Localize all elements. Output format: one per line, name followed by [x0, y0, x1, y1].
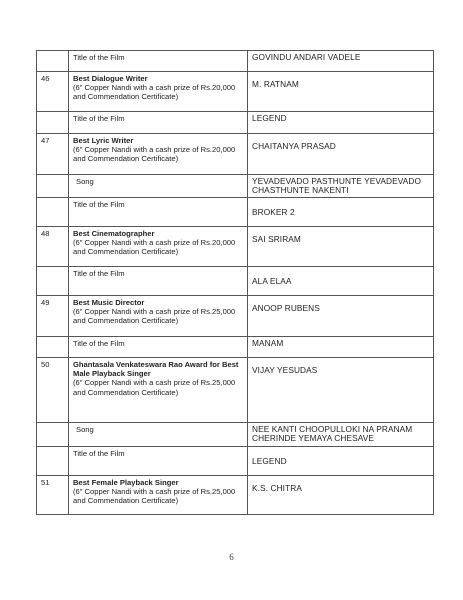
table-row — [37, 227, 434, 267]
table-row — [37, 447, 434, 476]
award-description: (6" Copper Nandi with a cash prize of Rs.25,000 and Commendation Certificate) — [73, 487, 236, 506]
winner-name: MANAM — [252, 338, 284, 348]
winner-cell — [248, 447, 434, 476]
detail-label: Song — [76, 425, 94, 434]
winner-cell — [248, 337, 434, 358]
award-number-cell — [37, 112, 69, 134]
award-number-cell — [37, 267, 69, 296]
winner-name: GOVINDU ANDARI VADELE — [252, 52, 361, 62]
award-number-cell — [37, 198, 69, 227]
winner-cell — [248, 51, 434, 72]
winner-name: CHAITANYA PRASAD — [252, 141, 336, 151]
detail-label-cell — [69, 198, 248, 227]
winner-name: K.S. CHITRA — [252, 483, 302, 493]
award-description: (6" Copper Nandi with a cash prize of Rs.25,000 and Commendation Certificate) — [73, 378, 236, 397]
award-number-cell — [37, 337, 69, 358]
table-row — [37, 72, 434, 112]
award-description: (6" Copper Nandi with a cash prize of Rs.20,000 and Commendation Certificate) — [73, 238, 236, 257]
table-row — [37, 296, 434, 337]
detail-label-cell — [69, 337, 248, 358]
detail-label-cell — [69, 267, 248, 296]
table-row — [37, 358, 434, 423]
award-number-cell — [37, 175, 69, 198]
table-row — [37, 175, 434, 198]
detail-label-cell — [69, 175, 248, 198]
detail-label: Title of the Film — [73, 339, 125, 348]
winner-name: M. RATNAM — [252, 79, 299, 89]
winner-cell — [248, 476, 434, 515]
detail-label: Title of the Film — [73, 269, 125, 278]
winner-name: SAI SRIRAM — [252, 234, 301, 244]
award-number-cell: 46 — [37, 72, 69, 112]
award-number-cell: 47 — [37, 134, 69, 175]
award-title: Best Dialogue Writer — [73, 74, 148, 83]
winner-cell — [248, 134, 434, 175]
award-title: Best Lyric Writer — [73, 136, 134, 145]
award-category-cell — [69, 227, 248, 267]
award-description: (6" Copper Nandi with a cash prize of Rs.20,000 and Commendation Certificate) — [73, 83, 236, 102]
detail-label-cell — [69, 423, 248, 447]
awards-table-body — [37, 51, 434, 515]
award-category-cell — [69, 134, 248, 175]
detail-label: Title of the Film — [73, 53, 125, 62]
winner-cell — [248, 227, 434, 267]
award-description: (6" Copper Nandi with a cash prize of Rs.25,000 and Commendation Certificate) — [73, 307, 236, 326]
winner-cell — [248, 358, 434, 423]
award-number-cell: 49 — [37, 296, 69, 337]
award-category-cell — [69, 72, 248, 112]
detail-label-cell — [69, 447, 248, 476]
detail-label: Title of the Film — [73, 449, 125, 458]
winner-cell — [248, 423, 434, 447]
winner-cell — [248, 296, 434, 337]
table-row — [37, 476, 434, 515]
award-number-cell: 50 — [37, 358, 69, 423]
award-number-cell — [37, 51, 69, 72]
table-row — [37, 112, 434, 134]
award-number-cell: 48 — [37, 227, 69, 267]
winner-name: LEGEND — [252, 113, 287, 123]
table-row — [37, 51, 434, 72]
winner-cell — [248, 175, 434, 198]
table-row — [37, 423, 434, 447]
award-number-cell — [37, 447, 69, 476]
detail-label-cell — [69, 51, 248, 72]
award-title: Best Cinematographer — [73, 229, 155, 238]
table-row — [37, 337, 434, 358]
table-row — [37, 198, 434, 227]
winner-name: BROKER 2 — [252, 207, 295, 217]
award-title: Best Music Director — [73, 298, 145, 307]
award-title: Ghantasala Venkateswara Rao Award for Best Male Playback Singer — [73, 360, 239, 379]
detail-label: Song — [76, 177, 94, 186]
award-category-cell — [69, 476, 248, 515]
winner-name: YEVADEVADO PASTHUNTE YEVADEVADO CHASTHUNTE NAKENTI — [252, 176, 422, 196]
winner-name: LEGEND — [252, 456, 287, 466]
page-number: 6 — [229, 552, 234, 562]
award-number-cell — [37, 423, 69, 447]
table-row — [37, 134, 434, 175]
detail-label-cell — [69, 112, 248, 134]
award-category-cell — [69, 296, 248, 337]
winner-cell — [248, 112, 434, 134]
award-description: (6" Copper Nandi with a cash prize of Rs.20,000 and Commendation Certificate) — [73, 145, 236, 164]
winner-name: VIJAY YESUDAS — [252, 365, 318, 375]
award-title: Best Female Playback Singer — [73, 478, 179, 487]
award-number-cell: 51 — [37, 476, 69, 515]
table-row — [37, 267, 434, 296]
detail-label: Title of the Film — [73, 200, 125, 209]
winner-cell — [248, 72, 434, 112]
awards-table — [36, 50, 434, 515]
winner-cell — [248, 267, 434, 296]
detail-label: Title of the Film — [73, 114, 125, 123]
winner-name: ANOOP RUBENS — [252, 303, 320, 313]
winner-name: ALA ELAA — [252, 276, 292, 286]
award-category-cell — [69, 358, 248, 423]
winner-name: NEE KANTI CHOOPULLOKI NA PRANAM CHERINDE YEMAYA CHESAVE — [252, 424, 413, 444]
winner-cell — [248, 198, 434, 227]
